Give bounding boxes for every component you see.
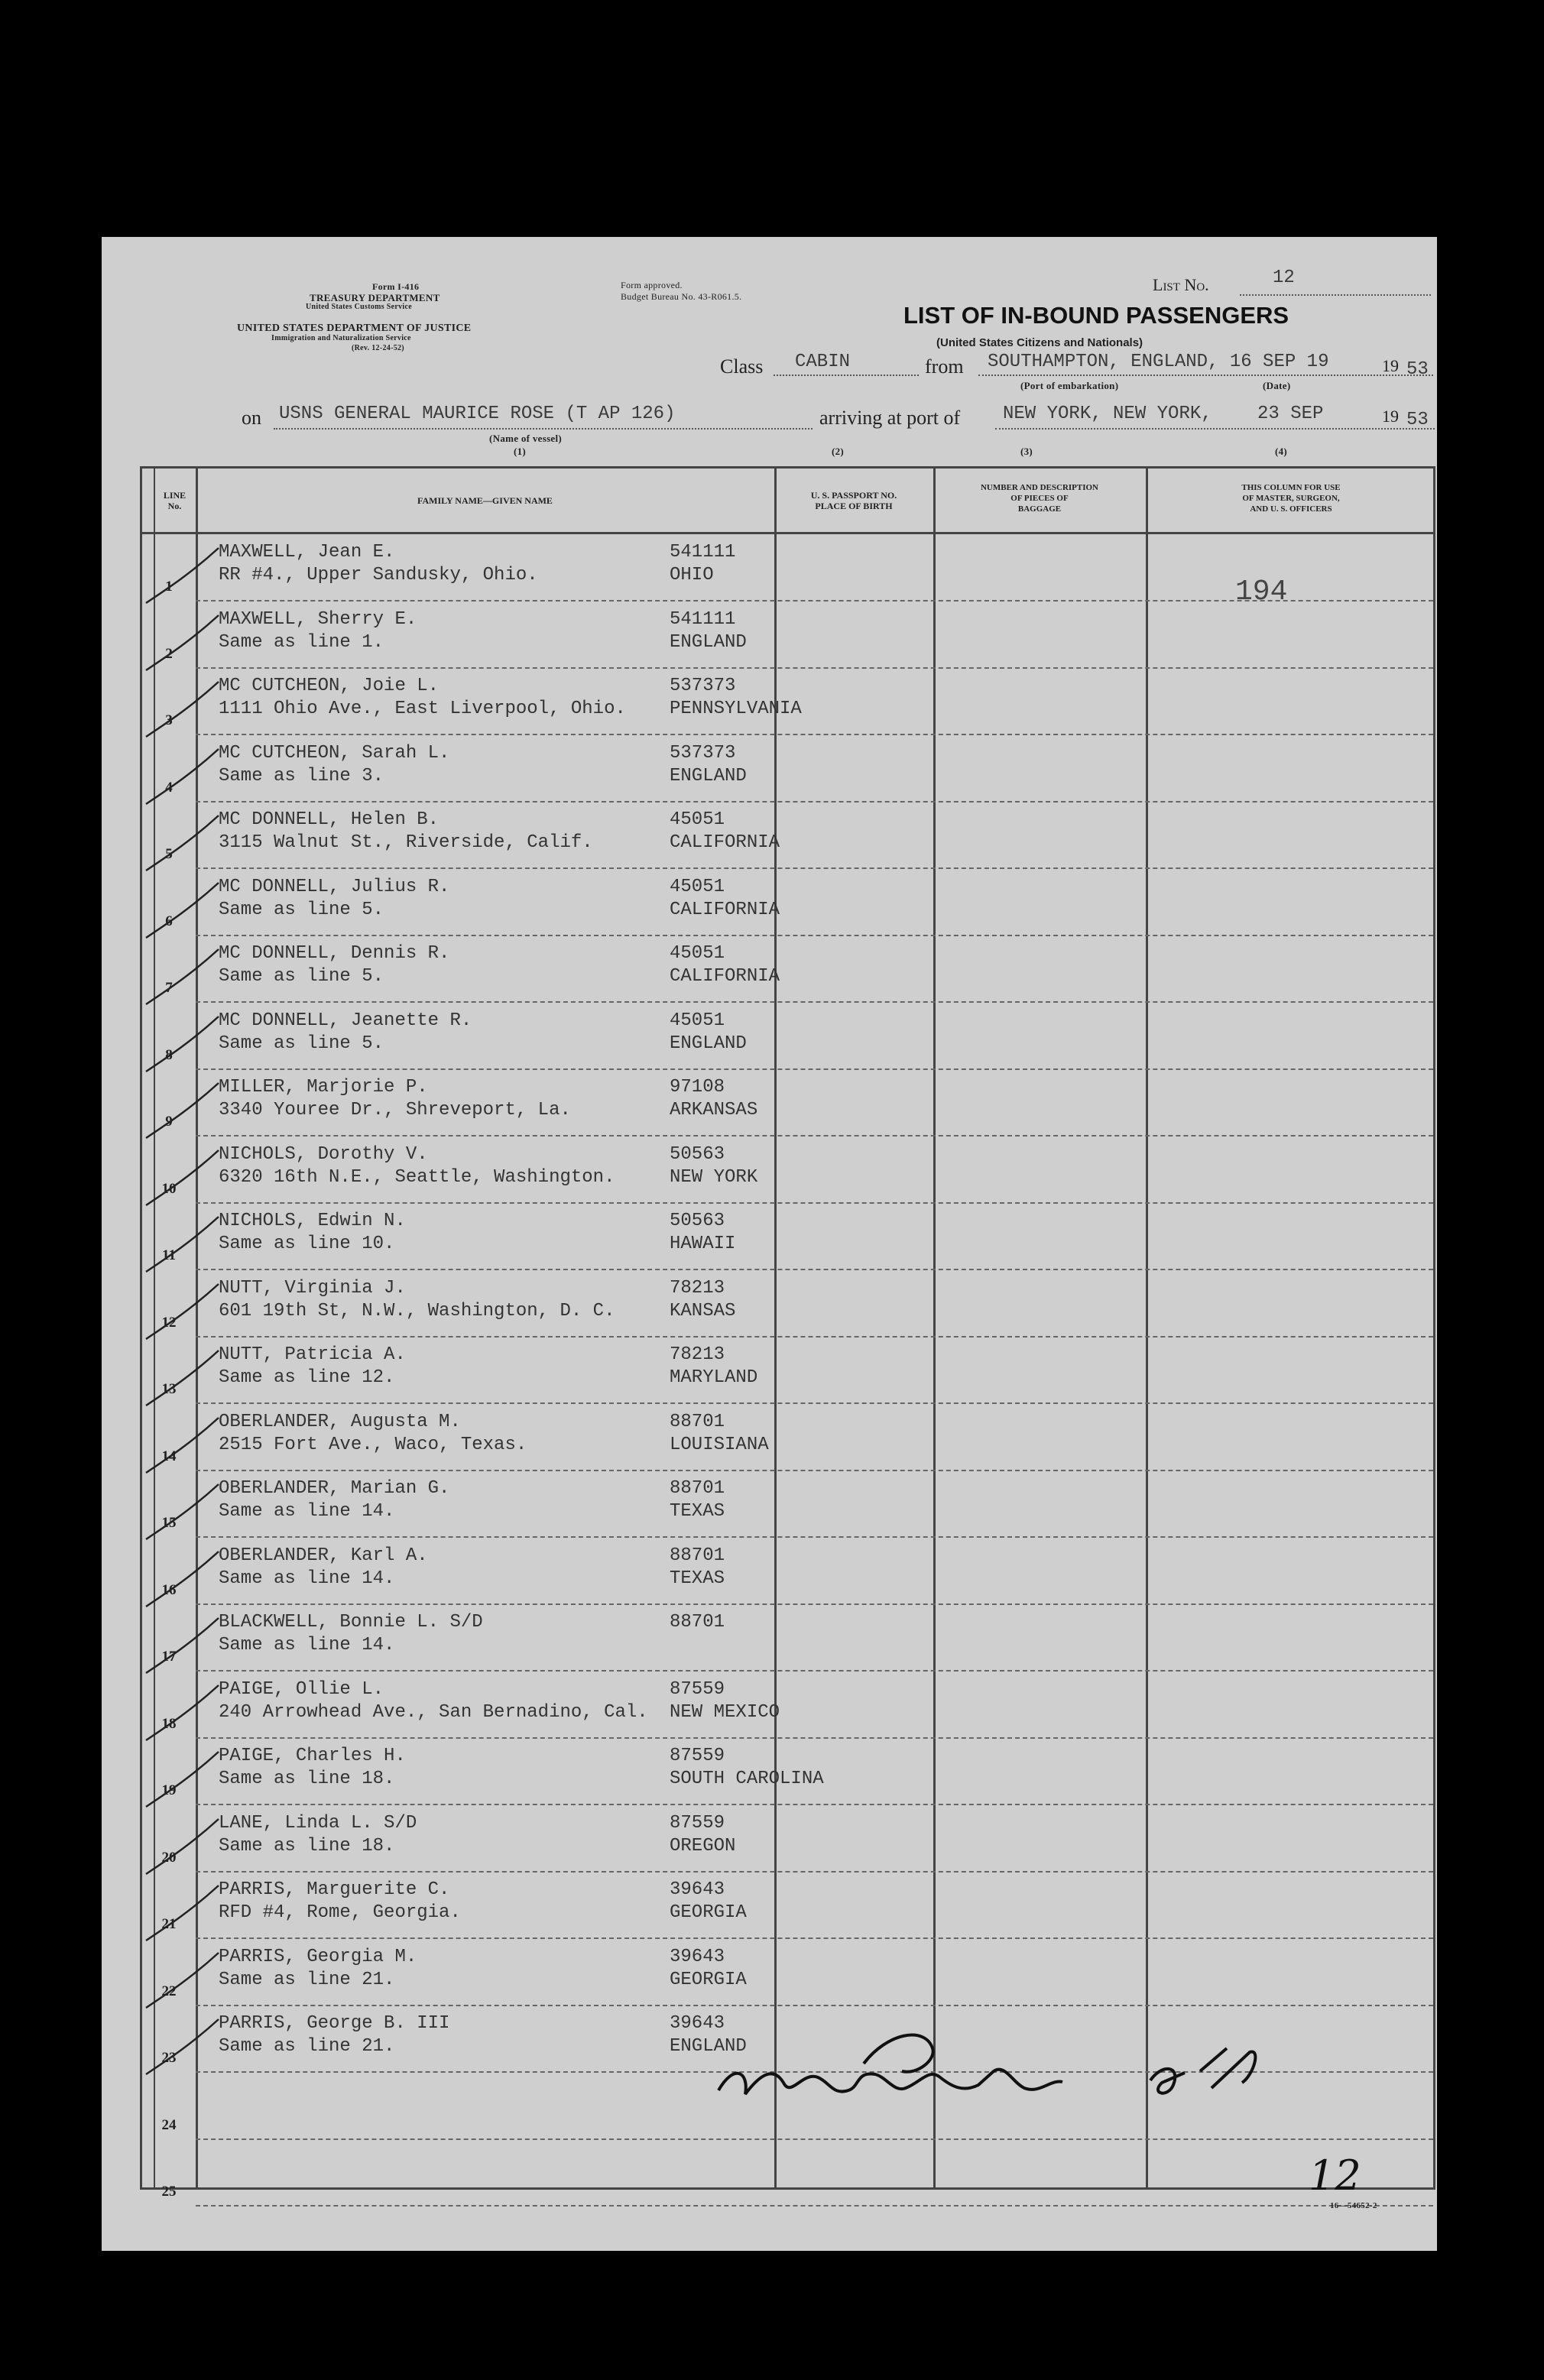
passenger-address: Same as line 14. (219, 1635, 395, 1655)
check-mark-icon (138, 542, 230, 611)
check-mark-icon (138, 676, 230, 744)
passport-number: 39643 (670, 1946, 725, 1967)
table-row (142, 1470, 1433, 1538)
passenger-address: 3115 Walnut St., Riverside, Calif. (219, 832, 593, 853)
table-row (142, 735, 1433, 803)
from-year-prefix: 19 (1382, 356, 1399, 375)
passenger-name: MC DONNELL, Helen B. (219, 809, 440, 830)
table-row (142, 869, 1433, 936)
arriving-label: arriving at port of (819, 407, 961, 429)
table-row (142, 601, 1433, 669)
passenger-name: MAXWELL, Sherry E. (219, 608, 417, 630)
passenger-name: PAIGE, Ollie L. (219, 1678, 384, 1700)
passport-number: 97108 (670, 1077, 725, 1098)
passenger-address: RR #4., Upper Sandusky, Ohio. (219, 565, 538, 585)
passport-number: 537373 (670, 676, 736, 696)
check-mark-icon (138, 809, 230, 878)
arrival-date: 23 SEP (1257, 404, 1324, 424)
col-header-officers (1146, 482, 1436, 514)
place-of-birth: HAWAII (670, 1234, 736, 1254)
passenger-address: Same as line 21. (219, 1969, 395, 1990)
from-label: from (925, 355, 964, 378)
table-row (142, 1337, 1433, 1404)
col-header-passport-2: PLACE OF BIRTH (815, 501, 893, 511)
place-of-birth: NEW YORK (670, 1166, 758, 1188)
table-row (142, 1604, 1433, 1672)
budget-bureau: Budget Bureau No. 43-R061.5. (621, 291, 742, 302)
place-of-birth: NEW MEXICO (670, 1701, 780, 1723)
check-mark-icon (138, 1144, 230, 1213)
passport-number: 45051 (670, 943, 725, 964)
check-mark-icon (138, 609, 230, 678)
place-of-birth: ENGLAND (670, 1033, 747, 1054)
check-mark-icon (138, 1879, 230, 1948)
vessel-name: USNS GENERAL MAURICE ROSE (T AP 126) (279, 404, 676, 424)
line-number: 15 (161, 1515, 177, 1531)
passenger-address: Same as line 1. (219, 631, 384, 653)
passenger-address: Same as line 18. (219, 1835, 395, 1856)
passenger-address: Same as line 5. (219, 1033, 384, 1054)
table-row (142, 1270, 1433, 1338)
passenger-name: MC DONNELL, Julius R. (219, 876, 450, 897)
passport-number: 541111 (670, 542, 736, 563)
passenger-address: Same as line 10. (219, 1234, 395, 1254)
passport-number: 50563 (670, 1211, 725, 1231)
table-row (142, 1939, 1433, 2006)
passport-number: 541111 (670, 608, 736, 630)
form-number: Form I-416 (372, 281, 420, 292)
class-line (774, 375, 919, 376)
row-separator (196, 2205, 1433, 2207)
class-value: CABIN (795, 352, 851, 372)
table-row (142, 935, 1433, 1003)
check-mark-icon (138, 943, 230, 1012)
passenger-address: Same as line 14. (219, 1501, 395, 1522)
place-of-birth: ARKANSAS (670, 1100, 758, 1120)
passenger-address: Same as line 21. (219, 2036, 395, 2057)
passenger-name: PAIGE, Charles H. (219, 1746, 406, 1766)
inspector-number-stamp: 194 (1235, 576, 1288, 608)
col-header-officers-2: OF MASTER, SURGEON, (1242, 494, 1340, 503)
line-number: 5 (165, 846, 173, 862)
table-row (142, 668, 1433, 735)
check-mark-icon (138, 877, 230, 945)
col-num-1: (1) (514, 446, 527, 457)
passenger-name: MAXWELL, Jean E. (219, 542, 395, 563)
line-number: 21 (161, 1916, 177, 1932)
place-of-birth: KANSAS (670, 1300, 736, 1321)
passport-number: 88701 (670, 1612, 725, 1633)
place-of-birth: TEXAS (670, 1568, 725, 1589)
col-header-baggage (933, 482, 1146, 514)
line-number: 9 (165, 1114, 173, 1130)
line-number: 16 (161, 1581, 177, 1598)
passport-number: 88701 (670, 1411, 725, 1432)
passenger-address: RFD #4, Rome, Georgia. (219, 1902, 461, 1923)
place-of-birth: CALIFORNIA (670, 832, 780, 853)
table-row (142, 1203, 1433, 1270)
arrival-port: NEW YORK, NEW YORK, (1003, 404, 1212, 424)
vessel-caption: (Name of vessel) (489, 433, 563, 444)
passenger-name: MC CUTCHEON, Joie L. (219, 676, 440, 696)
check-mark-icon (138, 1010, 230, 1079)
arrival-year: 53 (1406, 410, 1429, 430)
check-mark-icon (138, 1278, 230, 1347)
line-number: 10 (161, 1180, 177, 1197)
line-number: 23 (161, 2050, 177, 2066)
passenger-name: PARRIS, George B. III (219, 2013, 450, 2034)
line-number: 1 (165, 579, 173, 595)
col-header-line (154, 490, 196, 511)
col-header-baggage-3: BAGGAGE (1017, 504, 1062, 514)
table-row (142, 1069, 1433, 1136)
passport-number: 87559 (670, 1812, 725, 1834)
passenger-name: LANE, Linda L. S/D (219, 1812, 417, 1834)
check-mark-icon (138, 1813, 230, 1882)
passport-number: 45051 (670, 1010, 725, 1031)
check-mark-icon (138, 1679, 230, 1748)
passport-number: 88701 (670, 1478, 725, 1499)
place-of-birth: GEORGIA (670, 1902, 747, 1923)
col-header-line-1: LINE (163, 490, 187, 501)
line-number: 14 (161, 1448, 177, 1464)
passport-number: 39643 (670, 1879, 725, 1900)
passenger-name: OBERLANDER, Augusta M. (219, 1411, 461, 1432)
check-mark-icon (138, 1947, 230, 2015)
col-num-3: (3) (1020, 446, 1033, 457)
line-number: 19 (161, 1782, 177, 1798)
line-number: 12 (161, 1314, 177, 1331)
date-caption: (Date) (1263, 380, 1291, 391)
place-of-birth: OHIO (670, 565, 714, 585)
table-row (142, 1872, 1433, 1939)
passenger-address: Same as line 14. (219, 1568, 395, 1589)
passenger-name: NICHOLS, Edwin N. (219, 1211, 406, 1231)
embarkation-value: SOUTHAMPTON, ENGLAND, 16 SEP 19 (988, 352, 1329, 372)
passenger-name: BLACKWELL, Bonnie L. S/D (219, 1612, 483, 1633)
check-mark-icon (138, 1478, 230, 1547)
line-number: 3 (165, 712, 173, 728)
arrival-line (995, 428, 1435, 430)
table-row (142, 802, 1433, 869)
passenger-address: Same as line 12. (219, 1367, 395, 1388)
line-number: 22 (161, 1983, 177, 1999)
signature-image (703, 2018, 1361, 2117)
place-of-birth: GEORGIA (670, 1969, 747, 1990)
port-embarkation-caption: (Port of embarkation) (1020, 380, 1119, 391)
passenger-name: MC DONNELL, Jeanette R. (219, 1010, 472, 1031)
passenger-name: NICHOLS, Dorothy V. (219, 1143, 428, 1165)
customs-service: United States Customs Service (306, 303, 412, 311)
form-approved: Form approved. (621, 280, 683, 290)
check-mark-icon (138, 743, 230, 812)
passenger-address: Same as line 5. (219, 966, 384, 987)
from-line (978, 375, 1433, 376)
list-no-line (1240, 294, 1431, 296)
passenger-address: 601 19th St, N.W., Washington, D. C. (219, 1300, 615, 1321)
line-number: 18 (161, 1715, 177, 1732)
col-header-name: FAMILY NAME—GIVEN NAME (417, 495, 553, 506)
place-of-birth: ENGLAND (670, 631, 747, 653)
passenger-address: Same as line 3. (219, 765, 384, 786)
passport-number: 45051 (670, 809, 725, 830)
passenger-name: MC CUTCHEON, Sarah L. (219, 742, 450, 764)
passenger-address: Same as line 18. (219, 1769, 395, 1789)
check-mark-icon (138, 1211, 230, 1279)
passport-number: 39643 (670, 2013, 725, 2034)
treasury-dept: TREASURY DEPARTMENT (310, 292, 440, 303)
check-mark-icon (138, 1344, 230, 1413)
line-number: 17 (161, 1649, 177, 1665)
handwritten-page-number: 12 (1309, 2151, 1361, 2200)
place-of-birth: TEXAS (670, 1501, 725, 1522)
from-year: 53 (1406, 359, 1429, 380)
page-title: LIST OF IN-BOUND PASSENGERS (903, 302, 1289, 329)
check-mark-icon (138, 1612, 230, 1681)
place-of-birth: CALIFORNIA (670, 966, 780, 987)
passenger-address: 240 Arrowhead Ave., San Bernadino, Cal. (219, 1701, 648, 1723)
line-number: 25 (161, 2184, 177, 2200)
col-num-4: (4) (1275, 446, 1288, 457)
col-header-officers-3: AND U. S. OFFICERS (1250, 504, 1332, 514)
line-number: 24 (161, 2116, 177, 2133)
place-of-birth: MARYLAND (670, 1367, 758, 1388)
line-number: 20 (161, 1849, 177, 1866)
line-number: 13 (161, 1381, 177, 1397)
table-row (142, 1136, 1433, 1204)
page-subtitle: (United States Citizens and Nationals) (936, 336, 1143, 349)
line-number: 6 (165, 913, 173, 929)
table-row (142, 1404, 1433, 1471)
table-row (142, 2139, 1433, 2207)
col-header-baggage-1: NUMBER AND DESCRIPTION (980, 483, 1099, 492)
passenger-name: PARRIS, Marguerite C. (219, 1879, 450, 1900)
check-mark-icon (138, 1412, 230, 1480)
passenger-address: 3340 Youree Dr., Shreveport, La. (219, 1100, 571, 1120)
revision-date: (Rev. 12-24-52) (352, 344, 404, 352)
place-of-birth: ENGLAND (670, 765, 747, 786)
table-row (142, 1672, 1433, 1739)
passenger-name: NUTT, Virginia J. (219, 1277, 406, 1299)
passport-number: 87559 (670, 1746, 725, 1766)
passport-number: 87559 (670, 1678, 725, 1700)
passport-number: 78213 (670, 1344, 725, 1365)
passport-number: 45051 (670, 876, 725, 897)
passenger-name: MC DONNELL, Dennis R. (219, 943, 450, 964)
passenger-address: 6320 16th N.E., Seattle, Washington. (219, 1166, 615, 1188)
check-mark-icon (138, 2013, 230, 2082)
table-row (142, 1003, 1433, 1070)
col-header-line-2: No. (167, 501, 182, 511)
line-number: 4 (165, 779, 173, 796)
ins-service: Immigration and Naturalization Service (271, 334, 411, 342)
col-num-2: (2) (832, 446, 845, 457)
passenger-address: 1111 Ohio Ave., East Liverpool, Ohio. (219, 699, 626, 719)
place-of-birth: ENGLAND (670, 2036, 747, 2057)
check-mark-icon (138, 1077, 230, 1146)
table-row (142, 1805, 1433, 1873)
place-of-birth: OREGON (670, 1835, 736, 1856)
place-of-birth: SOUTH CAROLINA (670, 1769, 824, 1789)
passenger-address: Same as line 5. (219, 899, 384, 920)
on-label: on (242, 407, 261, 429)
passenger-address: 2515 Fort Ave., Waco, Texas. (219, 1434, 527, 1455)
col-header-officers-1: THIS COLUMN FOR USE (1241, 483, 1341, 492)
table-row (142, 1538, 1433, 1605)
place-of-birth: PENNSYLVANIA (670, 699, 802, 719)
passport-number: 50563 (670, 1143, 725, 1165)
passport-number: 537373 (670, 742, 736, 764)
passenger-name: OBERLANDER, Karl A. (219, 1545, 428, 1566)
list-no-label: List No. (1153, 275, 1209, 294)
col-header-passport (774, 490, 933, 511)
class-label: Class (720, 355, 764, 378)
table-row (142, 1738, 1433, 1805)
line-number: 2 (165, 645, 173, 662)
list-no-value: 12 (1273, 268, 1295, 288)
footer-code: 16—54652-2 (1330, 2201, 1377, 2210)
passenger-name: OBERLANDER, Marian G. (219, 1478, 450, 1499)
line-number: 7 (165, 980, 173, 996)
justice-dept: UNITED STATES DEPARTMENT OF JUSTICE (237, 323, 472, 334)
passport-number: 88701 (670, 1545, 725, 1566)
col-header-baggage-2: OF PIECES OF (1010, 494, 1069, 503)
check-mark-icon (138, 1545, 230, 1614)
place-of-birth: LOUISIANA (670, 1434, 769, 1455)
passenger-name: MILLER, Marjorie P. (219, 1077, 428, 1098)
passenger-name: NUTT, Patricia A. (219, 1344, 406, 1365)
passport-number: 78213 (670, 1277, 725, 1299)
place-of-birth: CALIFORNIA (670, 899, 780, 920)
check-mark-icon (138, 1746, 230, 1814)
vessel-line (274, 428, 813, 430)
passenger-name: PARRIS, Georgia M. (219, 1946, 417, 1967)
col-header-passport-1: U. S. PASSPORT NO. (810, 490, 897, 501)
passenger-table (140, 466, 1435, 2200)
line-number: 8 (165, 1046, 173, 1063)
arrival-year-prefix: 19 (1382, 407, 1399, 426)
line-number: 11 (162, 1247, 176, 1263)
